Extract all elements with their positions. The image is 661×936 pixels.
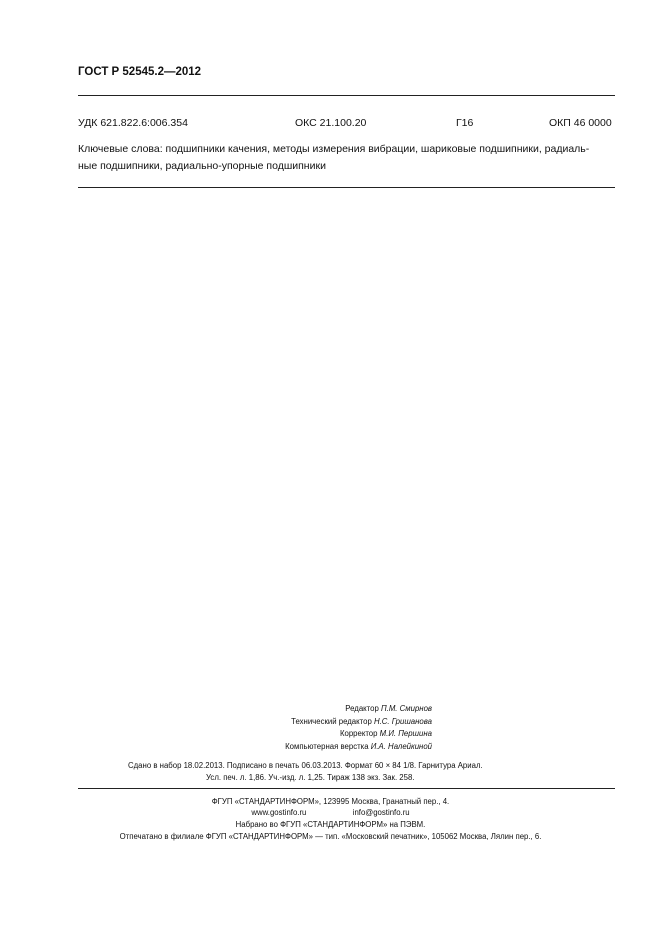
website-link[interactable]: www.gostinfo.ru: [251, 808, 307, 817]
footer-rule: [78, 788, 615, 789]
editor-name: П.М. Смирнов: [381, 704, 432, 713]
keywords-rule: [78, 187, 615, 188]
udk-code: УДК 621.822.6:006.354: [78, 117, 188, 129]
email-link[interactable]: info@gostinfo.ru: [352, 808, 410, 817]
credits-block: [250, 703, 432, 753]
document-id: ГОСТ Р 52545.2—2012: [78, 66, 202, 78]
keywords-line-1: Ключевые слова: подшипники качения, методы измерения вибрации, шариковые подшипники, радиаль-: [78, 143, 590, 155]
layout-name: И.А. Налейкиной: [370, 741, 432, 751]
layout-label: Компьютерная верстка: [285, 741, 369, 751]
editor-row: [250, 703, 432, 716]
typeset-line: Набрано во ФГУП «СТАНДАРТИНФОРМ» на ПЭВМ.: [235, 820, 426, 829]
group-code: Г16: [456, 117, 474, 129]
okp-code: ОКП 46 0000: [549, 117, 612, 129]
printed-line: Отпечатано в филиале ФГУП «СТАНДАРТИНФОРМ» — тип. «Московский печатник», 105062 Москва, Лялин пер., 6.: [119, 832, 542, 841]
keywords-line-2: ные подшипники, радиально-упорные подшипники: [78, 160, 326, 172]
proofreader-row: [250, 728, 432, 741]
proofreader-label: Корректор: [339, 729, 378, 738]
proofreader-name: М.И. Першина: [379, 729, 432, 738]
tech-editor-name: Н.С. Гришанова: [373, 716, 432, 726]
contact-line: [0, 808, 661, 817]
publication-line-2: Усл. печ. л. 1,86. Уч.-изд. л. 1,25. Тираж 138 экз. Зак. 258.: [206, 773, 415, 782]
header-rule: [78, 95, 615, 96]
layout-row: [250, 741, 432, 754]
tech-editor-label: Технический редактор: [291, 716, 372, 726]
tech-editor-row: [250, 716, 432, 729]
oks-code: ОКС 21.100.20: [295, 117, 367, 129]
editor-label: Редактор: [345, 704, 379, 713]
publisher-address: ФГУП «СТАНДАРТИНФОРМ», 123995 Москва, Гранатный пер., 4.: [211, 797, 450, 806]
publication-line-1: Сдано в набор 18.02.2013. Подписано в печать 06.03.2013. Формат 60 × 84 1/8. Гарнитура Ариал.: [128, 761, 483, 770]
keywords-block: [78, 141, 615, 175]
